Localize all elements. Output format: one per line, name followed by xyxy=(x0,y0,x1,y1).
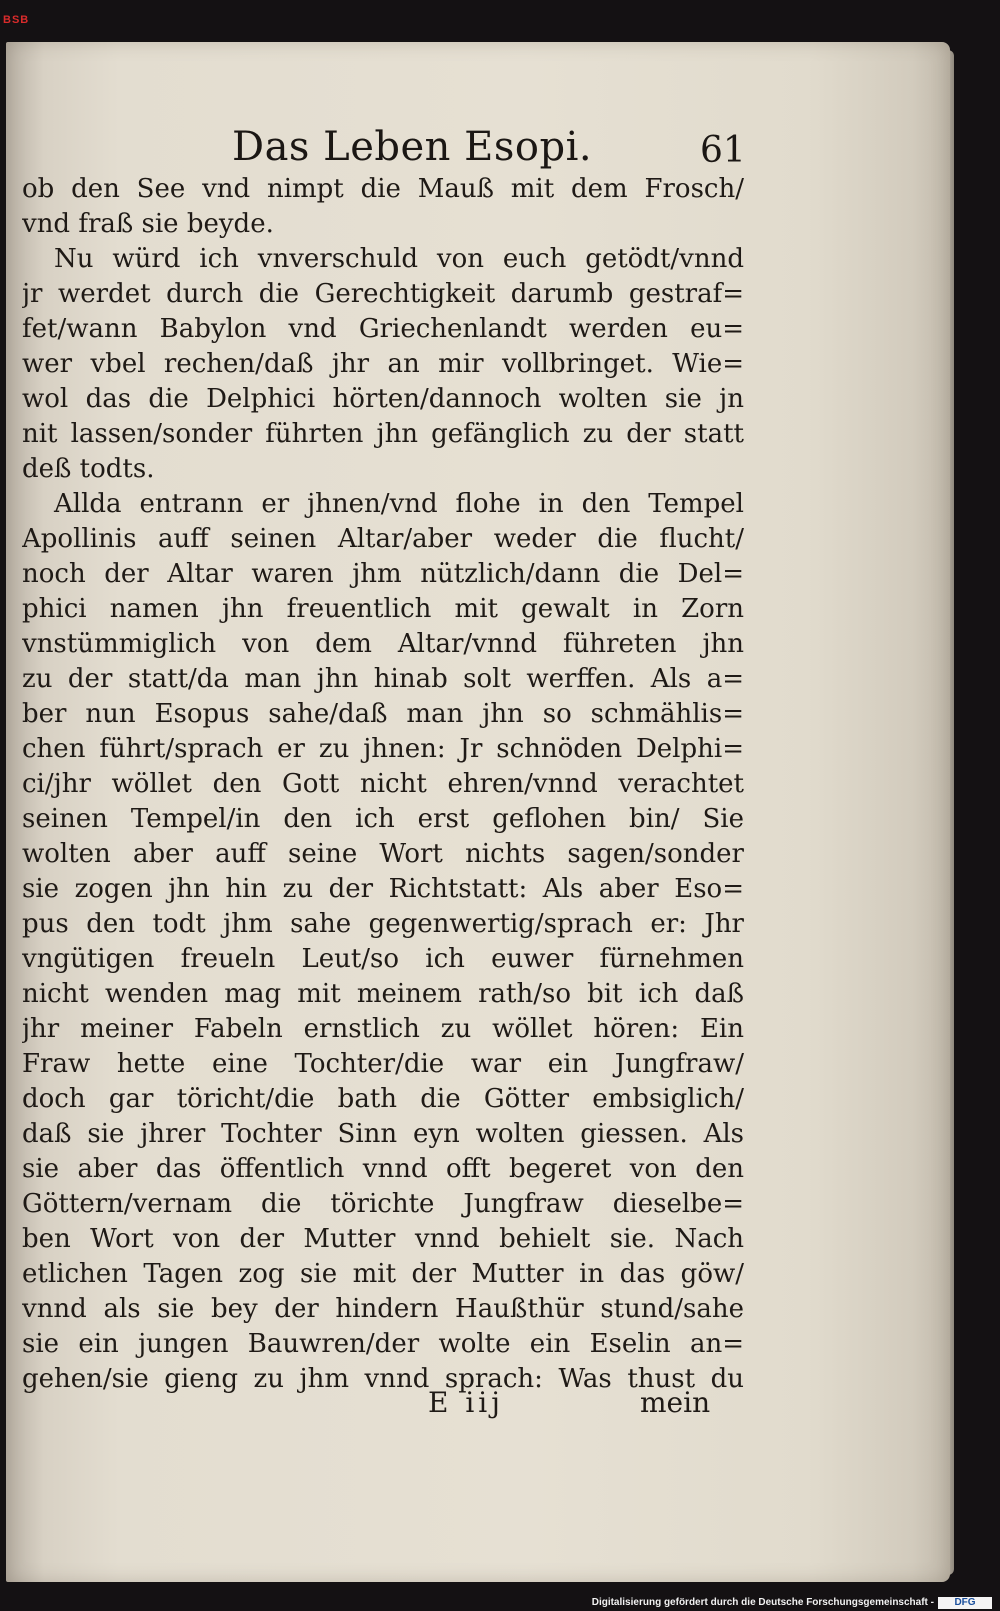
text-line: wer vbel rechen/daß jhr an mir vollbringet. Wie= xyxy=(22,349,744,379)
text-line: sie ein jungen Bauwren/der wolte ein Eselin an= xyxy=(22,1329,744,1359)
text-line: sie aber das öffentlich vnnd offt begeret von den xyxy=(22,1154,744,1184)
text-line: wol das die Delphici hörten/dannoch wolten sie jn xyxy=(22,384,744,414)
text-line: jhr meiner Fabeln ernstlich zu wöllet hören: Ein xyxy=(22,1014,744,1044)
text-line: ber nun Esopus sahe/daß man jhn so schmählis= xyxy=(22,699,744,729)
text-line: vnstümmiglich von dem Altar/vnnd führeten jhn xyxy=(22,629,744,659)
signature-mark: E iij xyxy=(428,1386,504,1419)
text-line: sie zogen jhn hin zu der Richtstatt: Als aber Eso= xyxy=(22,874,744,904)
text-line: etlichen Tagen zog sie mit der Mutter in das göw/ xyxy=(22,1259,744,1289)
text-line: phici namen jhn freuentlich mit gewalt in Zorn xyxy=(22,594,744,624)
text-line: Fraw hette eine Tochter/die war ein Jungfraw/ xyxy=(22,1049,744,1079)
funding-credit: Digitalisierung gefördert durch die Deutsche Forschungsgemeinschaft - xyxy=(591,1597,934,1608)
text-line: daß sie jhrer Tochter Sinn eyn wolten giessen. Als xyxy=(22,1119,744,1149)
running-title: Das Leben Esopi. xyxy=(232,124,593,170)
text-line: Nu würd ich vnverschuld von euch getödt/vnnd xyxy=(54,244,744,274)
text-line: nit lassen/sonder führten jhn gefänglich zu der statt xyxy=(22,419,744,449)
page-body-text xyxy=(22,172,744,1397)
text-line: seinen Tempel/in den ich erst geflohen bin/ Sie xyxy=(22,804,744,834)
text-line: Göttern/vernam die törichte Jungfraw dieselbe= xyxy=(22,1189,744,1219)
text-line: gehen/sie gieng zu jhm vnnd sprach: Was thust du xyxy=(22,1364,744,1394)
text-line: noch der Altar waren jhm nützlich/dann die Del= xyxy=(22,559,744,589)
bsb-logo: BSB xyxy=(3,14,30,26)
text-line: Allda entrann er jhnen/vnd flohe in den Tempel xyxy=(54,489,744,519)
text-line: wolten aber auff seine Wort nichts sagen/sonder xyxy=(22,839,744,869)
text-line: chen führt/sprach er zu jhnen: Jr schnöden Delphi= xyxy=(22,734,744,764)
text-line: zu der statt/da man jhn hinab solt werffen. Als a= xyxy=(22,664,744,694)
text-line: ob den See vnd nimpt die Mauß mit dem Frosch/ xyxy=(22,174,744,204)
catchword: mein xyxy=(640,1386,711,1419)
text-line: ben Wort von der Mutter vnnd behielt sie. Nach xyxy=(22,1224,744,1254)
text-line: doch gar töricht/die bath die Götter embsiglich/ xyxy=(22,1084,744,1114)
text-line: jr werdet durch die Gerechtigkeit darumb gestraf= xyxy=(22,279,744,309)
page-number: 61 xyxy=(700,130,746,171)
text-line: vnd fraß sie beyde. xyxy=(22,209,274,239)
text-line: ci/jhr wöllet den Gott nicht ehren/vnnd verachtet xyxy=(22,769,744,799)
text-line: pus den todt jhm sahe gegenwertig/sprach er: Jhr xyxy=(22,909,744,939)
text-line: deß todts. xyxy=(22,454,155,484)
text-line: vngütigen freueln Leut/so ich euwer fürnehmen xyxy=(22,944,744,974)
dfg-logo: DFG xyxy=(938,1597,992,1609)
text-line: vnnd als sie bey der hindern Haußthür stund/sahe xyxy=(22,1294,744,1324)
text-line: nicht wenden mag mit meinem rath/so bit ich daß xyxy=(22,979,744,1009)
text-line: fet/wann Babylon vnd Griechenlandt werden eu= xyxy=(22,314,744,344)
text-line: Apollinis auff seinen Altar/aber weder die flucht/ xyxy=(22,524,744,554)
